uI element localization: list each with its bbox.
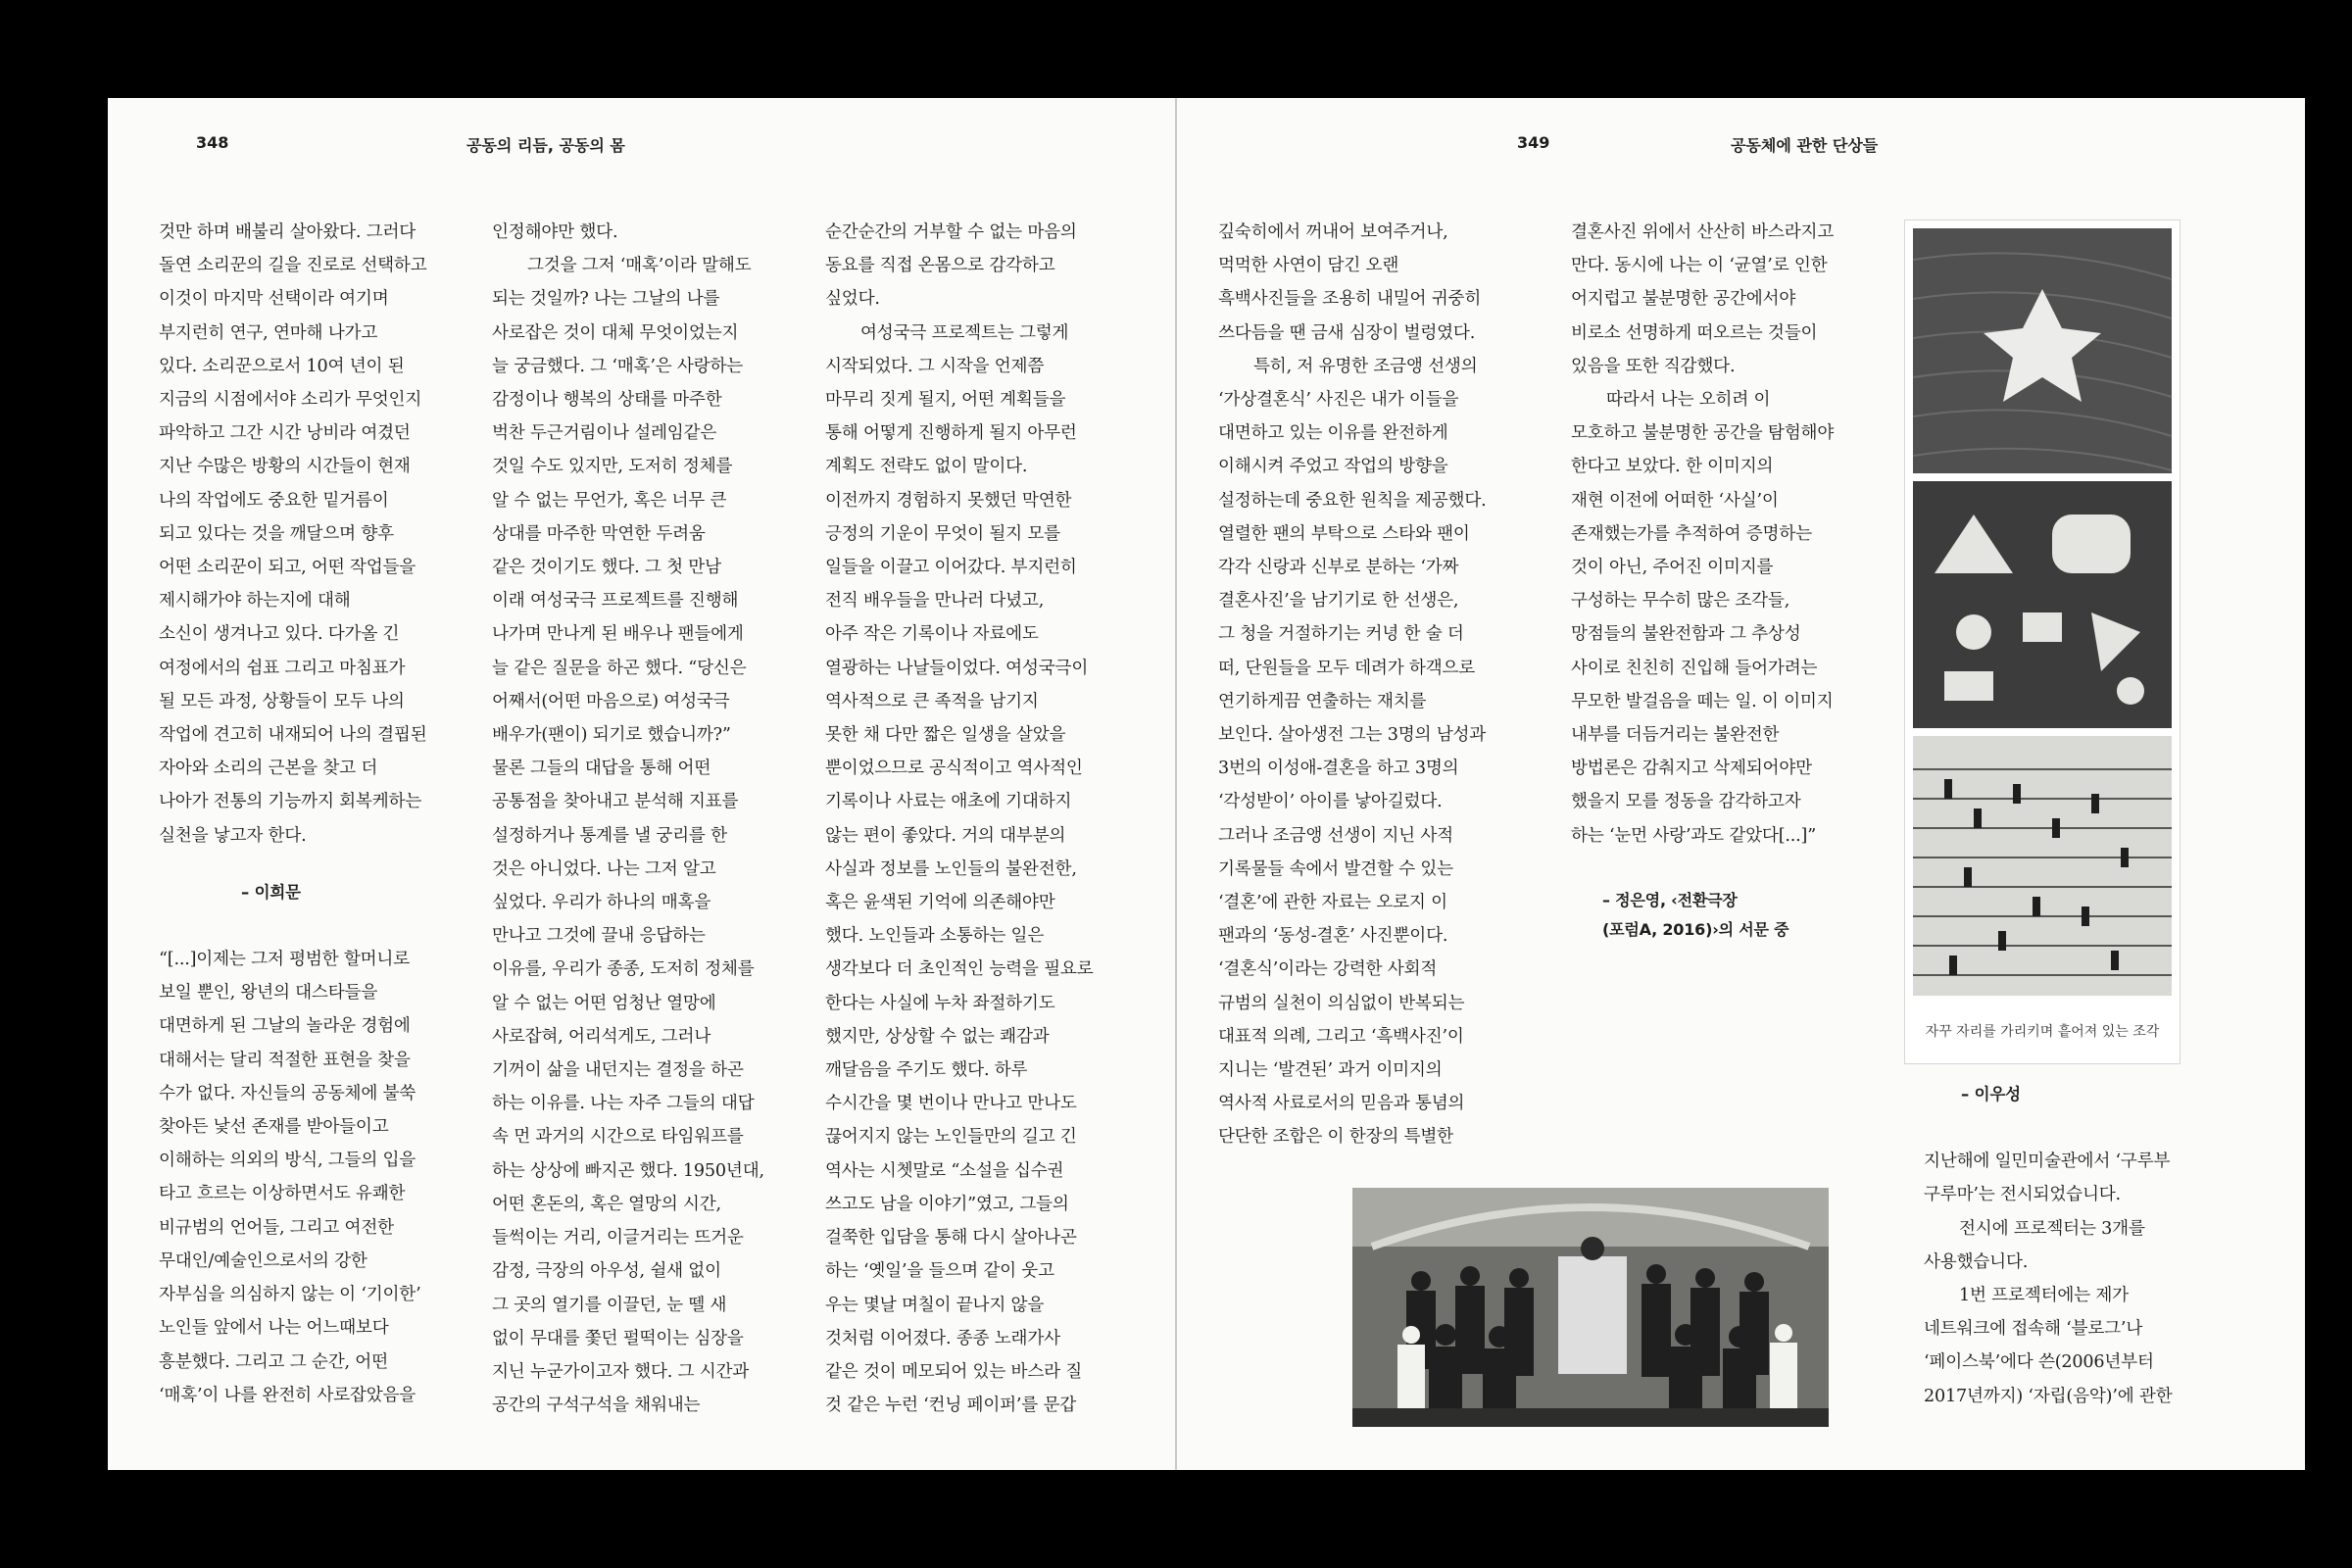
text-line: ‘결혼식’이라는 강력한 사회적	[1218, 959, 1438, 980]
text-line: 이것이 마지막 선택이라 여기며	[159, 289, 389, 310]
text-line: 걸쭉한 입담을 통해 다시 살아나곤	[825, 1228, 1077, 1249]
text-line: 여정에서의 쉼표 그리고 마침표가	[159, 658, 406, 678]
text-line: 한다는 사실에 누차 좌절하기도	[825, 993, 1055, 1013]
text-line: 따라서 나는 오히려 이	[1606, 390, 1771, 411]
text-line: 혹은 윤색된 기억에 의존해야만	[825, 893, 1055, 913]
text-line: 보인다. 살아생전 그는 3명의 남성과	[1218, 725, 1487, 746]
text-line: 같은 것이 메모되어 있는 바스라 질	[825, 1361, 1083, 1382]
text-line: 지니는 ‘발견된’ 과거 이미지의	[1218, 1060, 1443, 1081]
text-line: 있다. 소리꾼으로서 10여 년이 된	[159, 356, 405, 376]
text-line: 생각보다 더 초인적인 능력을 필요로	[825, 959, 1094, 980]
text-line: “[...]이제는 그저 평범한 할머니로	[159, 950, 411, 970]
text-line: 제시해가야 하는지에 대해	[159, 591, 351, 612]
text-line: 내부를 더듬거리는 불완전한	[1571, 725, 1780, 746]
text-line: 그러나 조금앵 선생이 지닌 사적	[1218, 825, 1453, 846]
text-line: 기록이나 사료는 애초에 기대하지	[825, 792, 1072, 812]
drawing-stack	[1904, 220, 2180, 1064]
text-line: 알 수 없는 어떤 엄청난 열망에	[492, 993, 716, 1013]
text-line: 열렬한 팬의 부탁으로 스타와 팬이	[1218, 523, 1470, 544]
text-line: 동요를 직접 온몸으로 감각하고	[825, 256, 1055, 276]
text-line: 자아와 소리의 근본을 찾고 더	[159, 759, 378, 779]
left-page	[108, 98, 1175, 1470]
text-line: 상대를 마주한 막연한 두려움	[492, 523, 706, 544]
text-line: 공간의 구석구석을 채워내는	[492, 1396, 701, 1416]
text-line: 단단한 조합은 이 한장의 특별한	[1218, 1127, 1453, 1148]
right-col1-text	[1218, 216, 1542, 1154]
text-line: 전직 배우들을 만나러 다녔고,	[825, 591, 1045, 612]
text-line: 설정하거나 통계를 낼 궁리를 한	[492, 825, 727, 846]
text-line: 만나고 그것에 끌내 응답하는	[492, 926, 706, 947]
text-line: 구성하는 무수히 많은 조각들,	[1571, 591, 1790, 612]
left-col1-block-b	[159, 943, 482, 1412]
text-line: 우는 몇날 며칠이 끝나지 않을	[825, 1295, 1045, 1315]
text-line: 지금의 시점에서야 소리가 무엇인지	[159, 390, 422, 411]
text-line: 그 곳의 열기를 이끌던, 눈 뗄 새	[492, 1295, 727, 1315]
right-column-2	[1571, 216, 1894, 945]
text-line: 이래 여성국극 프로젝트를 진행해	[492, 591, 739, 612]
text-line: 될 모든 과정, 상황들이 모두 나의	[159, 691, 405, 711]
text-line: 만다. 동시에 나는 이 ‘균열’로 인한	[1571, 256, 1828, 276]
text-line: 하는 이유를. 나는 자주 그들의 대답	[492, 1094, 755, 1114]
wedding-photo	[1352, 1188, 1829, 1427]
text-line: 실천을 낳고자 한다.	[159, 825, 307, 846]
text-line: 무모한 발걸음을 떼는 일. 이 이미지	[1571, 691, 1834, 711]
text-line: 규범의 실천이 의심없이 반복되는	[1218, 993, 1465, 1013]
left-col2-text	[492, 216, 815, 1422]
text-line: 방법론은 감춰지고 삭제되어야만	[1571, 759, 1812, 779]
text-line: 기록물들 속에서 발견할 수 있는	[1218, 858, 1453, 879]
text-line: 했지만, 상상할 수 없는 쾌감과	[825, 1026, 1050, 1047]
text-line: 이전까지 경험하지 못했던 막연한	[825, 490, 1072, 511]
text-line: 아주 작은 기록이나 자료에도	[825, 624, 1039, 645]
left-column-1	[159, 216, 482, 1412]
right-col2-text	[1571, 216, 1894, 853]
text-line: 되는 것일까? 나는 그날의 나를	[492, 289, 720, 310]
text-line: 그 청을 거절하기는 커녕 한 술 더	[1218, 624, 1464, 645]
text-line: 없이 무대를 쫓던 펄떡이는 심장을	[492, 1328, 744, 1348]
text-line: 연기하게끔 연출하는 재치를	[1218, 691, 1427, 711]
text-line: 감정, 극장의 아우성, 쉴새 없이	[492, 1261, 721, 1282]
text-line: 모호하고 불분명한 공간을 탐험해야	[1571, 423, 1835, 444]
text-line: 하는 ‘눈먼 사랑’과도 같았다[...]”	[1571, 825, 1817, 846]
text-line: 무대인/예술인으로서의 강한	[159, 1250, 368, 1271]
text-line: ‘가상결혼식’ 사진은 내가 이들을	[1218, 390, 1459, 411]
text-line: 것이 아닌, 주어진 이미지를	[1571, 558, 1774, 578]
text-line: 하는 상상에 빠지곤 했다. 1950년대,	[492, 1160, 764, 1181]
text-line: 긍정의 기운이 무엇이 될지 모를	[825, 523, 1060, 544]
text-line: 것은 아니었다. 나는 그저 알고	[492, 858, 716, 879]
text-line: 흑백사진들을 조용히 내밀어 귀중히	[1218, 289, 1482, 310]
text-line: 사로잡혀, 어리석게도, 그러나	[492, 1026, 711, 1047]
text-line: 찾아든 낯선 존재를 받아들이고	[159, 1117, 389, 1138]
text-line: 마무리 짓게 될지, 어떤 계획들을	[825, 390, 1066, 411]
text-line: 특히, 저 유명한 조금앵 선생의	[1253, 356, 1478, 376]
text-line: 부지런히 연구, 연마해 나가고	[159, 322, 378, 343]
text-line: 타고 흐르는 이상하면서도 유쾌한	[159, 1184, 406, 1204]
wedding-photo-image	[1352, 1188, 1829, 1427]
text-line: 사이로 친친히 진입해 들어가려는	[1571, 658, 1818, 678]
source-citation	[1602, 886, 1894, 945]
text-line: 쓰고도 남을 이야기”였고, 그들의	[825, 1194, 1069, 1214]
running-head-right: 공동체에 관한 단상들	[1731, 136, 1879, 155]
text-line: 나의 작업에도 중요한 밑거름이	[159, 490, 389, 511]
text-line: 것일 수도 있지만, 도저히 정체를	[492, 457, 733, 477]
drawing-caption: 자꾸 자리를 가리키며 흩어져 있는 조각	[1925, 1024, 2160, 1040]
right-column-3	[1924, 1078, 2247, 1413]
text-line: 하는 ‘옛일’을 들으며 같이 웃고	[825, 1261, 1054, 1282]
text-line: 먹먹한 사연이 담긴 오랜	[1218, 256, 1399, 276]
text-line: 이해시켜 주었고 작업의 방향을	[1218, 457, 1448, 477]
text-line: 망점들의 불완전함과 그 추상성	[1571, 624, 1801, 645]
text-line: ‘각성받이’ 아이를 낳아길렀다.	[1218, 792, 1443, 812]
text-line: 물론 그들의 대답을 통해 어떤	[492, 759, 711, 779]
text-line: 배우가(팬이) 되기로 했습니까?”	[492, 725, 731, 746]
text-line: 파악하고 그간 시간 낭비라 여겼던	[159, 423, 411, 444]
text-line: 노인들 앞에서 나는 어느때보다	[159, 1318, 389, 1339]
text-line: 같은 것이기도 했다. 그 첫 만남	[492, 558, 721, 578]
text-line: 기꺼이 삶을 내던지는 결정을 하곤	[492, 1060, 744, 1081]
text-line: 일들을 이끌고 이어갔다. 부지런히	[825, 558, 1077, 578]
text-line: 속 먼 과거의 시간으로 타임워프를	[492, 1127, 744, 1148]
text-line: 순간순간의 거부할 수 없는 마음의	[825, 222, 1077, 242]
text-line: 떠, 단원들을 모두 데려가 하객으로	[1218, 658, 1476, 678]
text-line: 통해 어떻게 진행하게 될지 아무런	[825, 423, 1077, 444]
text-line: 돌연 소리꾼의 길을 진로로 선택하고	[159, 256, 427, 276]
text-line: 어지럽고 불분명한 공간에서야	[1571, 289, 1796, 310]
page-number-right: 349	[1517, 133, 1550, 152]
text-line: 인정해야만 했다.	[492, 222, 618, 242]
text-line: 지닌 누군가이고자 했다. 그 시간과	[492, 1361, 750, 1382]
text-line: 이유를, 우리가 종종, 도저히 정체를	[492, 959, 755, 980]
text-line: 들썩이는 거리, 이글거리는 뜨거운	[492, 1228, 744, 1249]
text-line: 대표적 의례, 그리고 ‘흑백사진’이	[1218, 1026, 1464, 1047]
text-line: 3번의 이성애-결혼을 하고 3명의	[1218, 759, 1459, 779]
text-line: 싶었다.	[825, 289, 880, 310]
left-column-2	[492, 216, 815, 1422]
text-line: 비로소 선명하게 떠오르는 것들이	[1571, 322, 1818, 343]
text-line: 여성국극 프로젝트는 그렇게	[860, 322, 1069, 343]
text-line: 공통점을 찾아내고 분석해 지표를	[492, 792, 739, 812]
right-column-1	[1218, 216, 1542, 1154]
text-line: 역사적으로 큰 족적을 남기지	[825, 691, 1039, 711]
text-line: 했을지 모를 정동을 감각하고자	[1571, 792, 1801, 812]
text-line: 그것을 그저 ‘매혹’이라 말해도	[527, 256, 752, 276]
text-line: 것처럼 이어졌다. 종종 노래가사	[825, 1328, 1060, 1348]
text-line: 구루마’는 전시되었습니다.	[1924, 1185, 2121, 1205]
text-line: 보일 뿐인, 왕년의 대스타들을	[159, 983, 378, 1004]
text-line: 감정이나 행복의 상태를 마주한	[492, 390, 722, 411]
text-line: 않는 편이 좋았다. 거의 대부분의	[825, 825, 1066, 846]
text-line: 못한 채 다만 짧은 일생을 살았을	[825, 725, 1066, 746]
text-line: 깨달음을 주기도 했다. 하루	[825, 1060, 1028, 1081]
text-line: 흥분했다. 그리고 그 순간, 어떤	[159, 1351, 388, 1372]
text-line: 사로잡은 것이 대체 무엇이었는지	[492, 322, 739, 343]
text-line: 있음을 또한 직감했다.	[1571, 356, 1736, 376]
text-line: 싶었다. 우리가 하나의 매혹을	[492, 893, 711, 913]
text-line: 깊숙히에서 꺼내어 보여주거나,	[1218, 222, 1448, 242]
text-line: 작업에 견고히 내재되어 나의 결핍된	[159, 725, 427, 746]
right-page	[1177, 98, 2305, 1470]
running-head-left: 공동의 리듬, 공동의 몸	[466, 136, 625, 155]
left-col3-text	[825, 216, 1149, 1422]
text-line: 계획도 전략도 없이 말이다.	[825, 457, 1028, 477]
text-line: 수시간을 몇 번이나 만나고 만나도	[825, 1094, 1077, 1114]
text-line: ‘페이스북’에다 쓴(2006년부터	[1924, 1352, 2154, 1373]
text-line: 쓰다듬을 땐 금새 심장이 벌렁였다.	[1218, 322, 1476, 343]
left-column-3	[825, 216, 1149, 1422]
text-line: 이해하는 의외의 방식, 그들의 입을	[159, 1151, 416, 1171]
text-line: 수가 없다. 자신들의 공동체에 불쑥	[159, 1083, 416, 1103]
text-line: 각각 신랑과 신부로 분하는 ‘가짜	[1218, 558, 1459, 578]
text-line: 대면하고 있는 이유를 완전하게	[1218, 423, 1448, 444]
text-line: 것 같은 누런 ‘컨닝 페이퍼’를 문갑	[825, 1396, 1077, 1416]
right-col3-text	[1924, 1145, 2247, 1413]
text-line: 한다고 보았다. 한 이미지의	[1571, 457, 1774, 477]
text-line: 어떤 혼돈의, 혹은 열망의 시간,	[492, 1194, 721, 1214]
text-line: 것만 하며 배불리 살아왔다. 그러다	[159, 222, 416, 242]
author-credit-leewoosung: – 이우성	[1961, 1085, 2021, 1103]
text-line: 지난 수많은 방황의 시간들이 현재	[159, 457, 411, 477]
text-line: 소신이 생겨나고 있다. 다가올 긴	[159, 624, 400, 645]
text-line: 대해서는 달리 적절한 표현을 찾을	[159, 1050, 411, 1070]
text-line: 역사는 시쳇말로 “소설을 십수권	[825, 1160, 1064, 1181]
text-line: 나가며 만나게 된 배우나 팬들에게	[492, 624, 744, 645]
text-line: 끊어지지 않는 노인들만의 길고 긴	[825, 1127, 1077, 1148]
text-line: 사용했습니다.	[1924, 1251, 2029, 1272]
text-line: 나아가 전통의 기능까지 회복케하는	[159, 792, 422, 812]
text-line: 뿐이었으므로 공식적이고 역사적인	[825, 759, 1083, 779]
text-line: (포럼A, 2016)›의 서문 중	[1602, 919, 1789, 939]
text-line: 어째서(어떤 마음으로) 여성국극	[492, 691, 730, 711]
text-line: 알 수 없는 무언가, 혹은 너무 큰	[492, 490, 727, 511]
text-line: 존재했는가를 추적하여 증명하는	[1571, 523, 1812, 544]
page-number-left: 348	[196, 133, 229, 152]
text-line: 자부심을 의심하지 않는 이 ‘기이한’	[159, 1285, 421, 1305]
text-line: 비규범의 언어들, 그리고 여전한	[159, 1217, 394, 1238]
text-line: 어떤 소리꾼이 되고, 어떤 작업들을	[159, 558, 416, 578]
text-line: 팬과의 ‘동성-결혼’ 사진뿐이다.	[1218, 926, 1448, 947]
left-col1-block-a	[159, 216, 482, 853]
text-line: 지난해에 일민미술관에서 ‘구루부	[1924, 1152, 2171, 1172]
text-line: 1번 프로젝터에는 제가	[1959, 1286, 2129, 1306]
text-line: ‘매혹’이 나를 완전히 사로잡았음을	[159, 1385, 416, 1405]
drawing-stack-image	[1905, 220, 2180, 1063]
text-line: 벅찬 두근거림이나 설레임같은	[492, 423, 717, 444]
text-line: 전시에 프로젝터는 3개를	[1959, 1218, 2145, 1239]
text-line: 늘 궁금했다. 그 ‘매혹’은 사랑하는	[492, 356, 744, 376]
text-line: – 정은영, ‹전환극장	[1602, 890, 1738, 909]
text-line: 열광하는 나날들이었다. 여성국극이	[825, 658, 1089, 678]
text-line: 시작되었다. 그 시작을 언제쯤	[825, 356, 1045, 376]
text-line: 되고 있다는 것을 깨달으며 향후	[159, 523, 394, 544]
text-line: 결혼사진 위에서 산산히 바스라지고	[1571, 222, 1835, 242]
text-line: 재현 이전에 어떠한 ‘사실’이	[1571, 490, 1779, 511]
author-credit-leeheemun: – 이희문	[241, 882, 301, 902]
text-line: ‘결혼’에 관한 자료는 오로지 이	[1218, 893, 1447, 913]
text-line: 네트워크에 접속해 ‘블로그’나	[1924, 1319, 2143, 1340]
text-line: 대면하게 된 그날의 놀라운 경험에	[159, 1016, 411, 1037]
text-line: 설정하는데 중요한 원칙을 제공했다.	[1218, 490, 1487, 511]
text-line: 사실과 정보를 노인들의 불완전한,	[825, 858, 1077, 879]
text-line: 2017년까지) ‘자립(음악)’에 관한	[1924, 1386, 2173, 1406]
text-line: 늘 같은 질문을 하곤 했다. “당신은	[492, 658, 747, 678]
text-line: 역사적 사료로서의 믿음과 통념의	[1218, 1094, 1465, 1114]
text-line: 결혼사진’을 남기기로 한 선생은,	[1218, 591, 1459, 612]
text-line: 했다. 노인들과 소통하는 일은	[825, 926, 1045, 947]
